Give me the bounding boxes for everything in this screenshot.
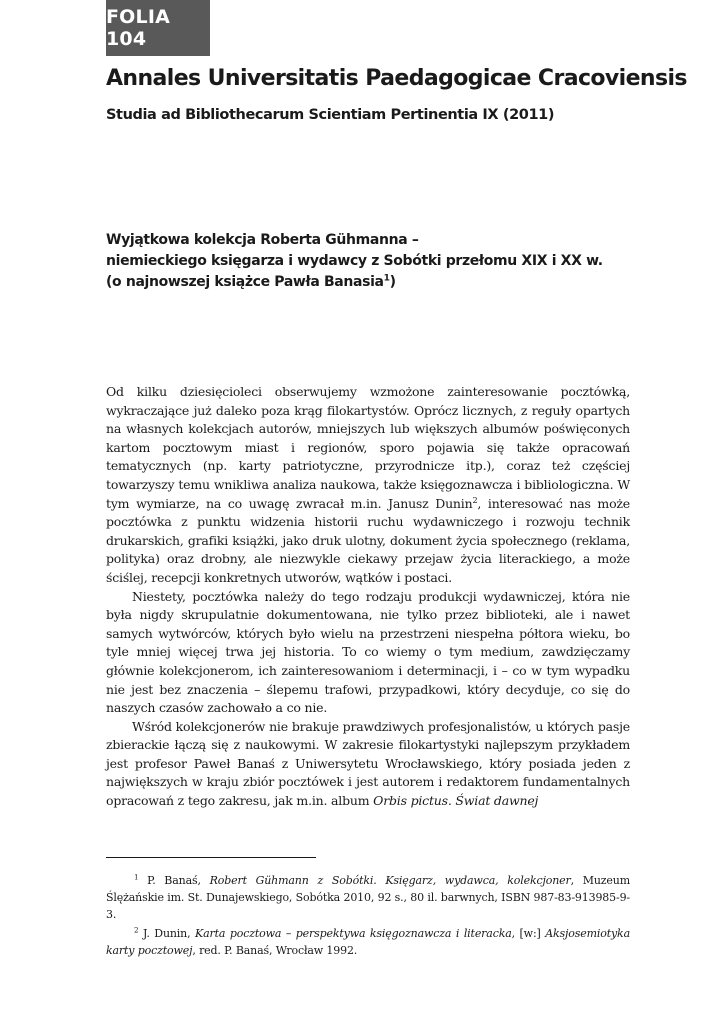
footnote-1-text-a: P. Banaś,: [138, 874, 210, 887]
footnote-2-mark: 2: [134, 925, 139, 935]
footnote-1-mark: 1: [134, 872, 139, 882]
article-title: [106, 230, 603, 293]
footnote-2-italic-2: Aksjosemiotyka karty pocztowej: [106, 927, 630, 957]
article-title-line-3-close: ): [389, 274, 396, 290]
paragraph-1: [106, 383, 630, 588]
article-body: [106, 383, 630, 811]
footnote-1-italic: Robert Gühmann z Sobótki. Księgarz, wydawca, kolekcjoner: [209, 874, 571, 887]
footnote-ref-1[interactable]: 1: [383, 273, 390, 284]
footnote-1: [106, 872, 630, 923]
footnote-ref-2[interactable]: 2: [472, 494, 478, 505]
footnote-2-italic-1: Karta pocztowa – perspektywa księgoznawcza i literacka: [195, 927, 512, 940]
article-title-line-3-text: (o najnowszej książce Pawła Banasia: [106, 274, 384, 290]
article-title-line-3: [106, 272, 603, 293]
paragraph-1-part-a: Od kilku dziesięcioleci obserwujemy wzmożone zainteresowanie pocztówką, wykraczające już daleko poza krąg filokartystów. Oprócz licznych, z reguły opartych na własnych kolekcjach autorów, mniejszych lub większych albumów poświęconych kartom pocztowym miast i regionów, sporo pojawia się także opracowań tematycznych (np. karty patriotyczne, przyrodnicze itp.), coraz też częściej towarzyszy temu wnikliwa analiza naukowa, także księgoznawcza i bibliologiczna. W tym wymiarze, na co uwagę zwracał m.in. Janusz Dunin: [106, 384, 630, 511]
footnote-2: [106, 925, 630, 959]
paragraph-3-text: Wśród kolekcjonerów nie brakuje prawdziwych profesjonalistów, u których pasje zbierackie łączą się z naukowymi. W zakresie filokartystyki najlepszym przykładem jest profesor Paweł Banaś z Uniwersytetu Wrocławskiego, który posiada jeden z największych w kraju zbiór pocztówek i jest autorem i redaktorem fundamentalnych opracowań z tego zakresu, jak m.in. album: [106, 718, 630, 809]
paragraph-1-part-b: , interesować nas może pocztówka z punktu widzenia historii ruchu wydawniczego i rozwoju technik drukarskich, grafiki książki, jako druk ulotny, dokument życia społecznego (reklama, polityka) oraz drobny, ale niezwykle ciekawy przejaw życia literackiego, a może ściślej, recepcji konkretnych utworów, wątków i postaci.: [106, 495, 630, 585]
article-title-line-2: niemieckiego księgarza i wydawcy z Sobótki przełomu XIX i XX w.: [106, 253, 603, 269]
journal-subtitle: Studia ad Bibliothecarum Scientiam Pertinentia IX (2011): [106, 107, 555, 123]
article-title-line-1: Wyjątkowa kolekcja Roberta Gühmanna –: [106, 232, 419, 248]
footnote-separator: [106, 857, 316, 858]
folia-badge-label: FOLIA 104: [106, 6, 171, 50]
footnote-1-text-b: , Muzeum Ślężańskie im. St. Dunajewskiego, Sobótka 2010, 92 s., 80 il. barwnych, ISBN 987-83-913985-9-3.: [106, 874, 630, 921]
paragraph-2: Niestety, pocztówka należy do tego rodzaju produkcji wydawniczej, która nie była nigdy skrupulatnie dokumentowana, nie tylko przez biblioteki, ale i nawet samych wytwórców, których było wielu na przestrzeni niespełna półtora wieku, bo tyle mniej więcej trwa jej historia. To co wiemy o tym medium, zawdzięczamy głównie kolekcjonerom, ich zainteresowaniom i determinacji, i – co w tym wypadku nie jest bez znaczenia – ślepemu trafowi, przypadkowi, który decyduje, co się do naszych czasów zachowało a co nie.: [106, 588, 630, 716]
footnotes: [106, 872, 630, 961]
journal-title: Annales Universitatis Paedagogicae Cracoviensis: [106, 66, 687, 91]
footnote-2-text-c: , red. P. Banaś, Wrocław 1992.: [192, 944, 358, 957]
folia-badge: [106, 0, 210, 56]
footnote-2-text-a: J. Dunin,: [138, 927, 196, 940]
paragraph-3-italic: Orbis pictus. Świat dawnej: [373, 793, 539, 809]
footnote-2-text-b: , [w:]: [511, 927, 546, 940]
paragraph-3: [106, 718, 630, 811]
